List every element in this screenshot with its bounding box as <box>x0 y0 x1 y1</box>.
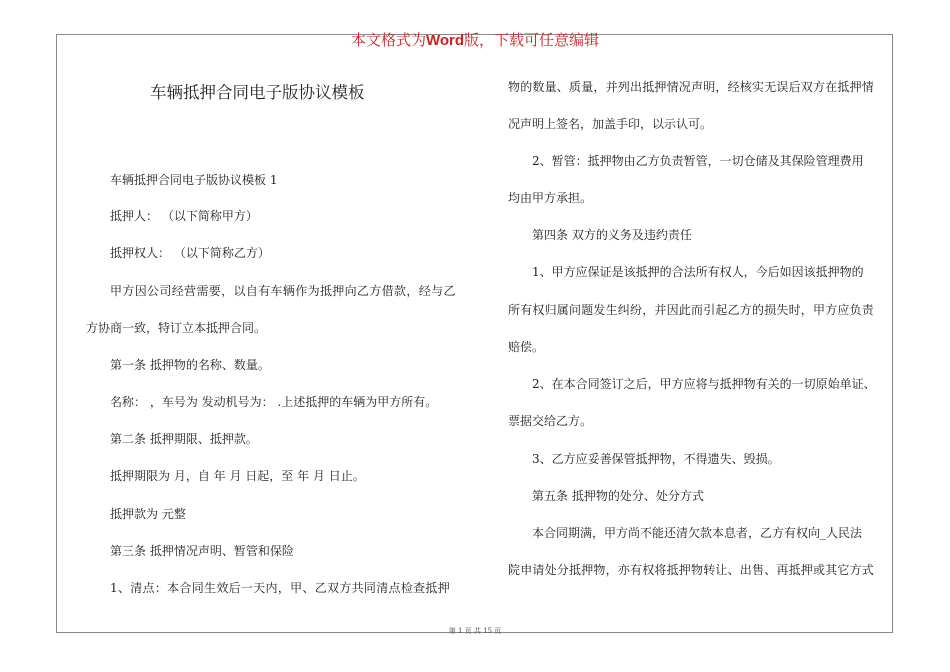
paragraph: 第二条 抵押期限、抵押款。 <box>110 432 258 446</box>
paragraph: 第五条 抵押物的处分、处分方式 <box>532 489 704 503</box>
paragraph: 况声明上签名，加盖手印，以示认可。 <box>508 117 713 131</box>
paragraph: 物的数量、质量，并列出抵押情况声明，经核实无误后双方在抵押情 <box>508 80 875 94</box>
document-title: 车辆抵押合同电子版协议模板 <box>150 83 365 102</box>
paragraph: 第四条 双方的义务及违约责任 <box>532 228 692 242</box>
paragraph: 均由甲方承担。 <box>508 191 593 205</box>
watermark-word: Word <box>425 32 465 49</box>
watermark-after: 版，下载可任意编辑 <box>464 31 600 49</box>
paragraph: 3、乙方应妥善保管抵押物，不得遗失、毁损。 <box>532 452 780 466</box>
page-number-footer: 第 1 页 共 15 页 <box>448 627 502 635</box>
paragraph: 名称： ，车号为 发动机号为： .上述抵押的车辆为甲方所有。 <box>110 395 438 409</box>
paragraph: 2、在本合同签订之后，甲方应将与抵押物有关的一切原始单证、 <box>532 377 876 391</box>
paragraph: 赔偿。 <box>508 340 545 354</box>
watermark <box>0 29 950 50</box>
paragraph: 2、暂管：抵押物由乙方负责暂管，一切仓储及其保险管理费用 <box>532 154 864 168</box>
paragraph: 抵押期限为 月，自 年 月 日起，至 年 月 日止。 <box>110 469 365 483</box>
paragraph: 方协商一致，特订立本抵押合同。 <box>86 321 267 335</box>
paragraph: 抵押权人： （以下简称乙方） <box>110 246 270 260</box>
paragraph: 抵押款为 元整 <box>110 507 186 521</box>
paragraph: 本合同期满，甲方尚不能还清欠款本息者，乙方有权向_人民法 <box>532 526 863 540</box>
paragraph: 第一条 抵押物的名称、数量。 <box>110 358 270 372</box>
paragraph: 院申请处分抵押物，亦有权将抵押物转让、出售、再抵押或其它方式 <box>508 563 875 577</box>
paragraph: 所有权归属问题发生纠纷，并因此而引起乙方的损失时，甲方应负责 <box>508 303 875 317</box>
paragraph: 票据交给乙方。 <box>508 414 593 428</box>
paragraph: 1、甲方应保证是该抵押的合法所有权人，今后如因该抵押物的 <box>532 265 864 279</box>
paragraph: 1、清点：本合同生效后一天内，甲、乙双方共同清点检查抵押 <box>110 581 451 595</box>
watermark-before: 本文格式为 <box>350 31 426 49</box>
paragraph: 抵押人： （以下简称甲方） <box>110 209 258 223</box>
paragraph: 车辆抵押合同电子版协议模板 1 <box>110 173 278 187</box>
paragraph: 甲方因公司经营需要，以自有车辆作为抵押向乙方借款，经与乙 <box>110 284 456 298</box>
paragraph: 第三条 抵押情况声明、暂管和保险 <box>110 544 294 558</box>
